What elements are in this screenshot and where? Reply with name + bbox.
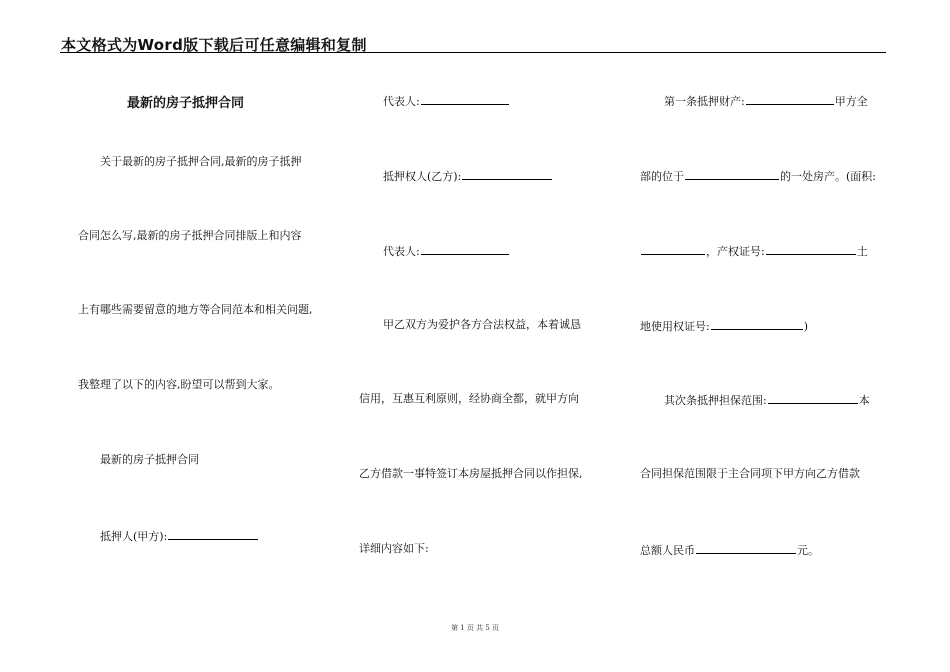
location-blank (685, 168, 779, 180)
mortgagor-blank (168, 528, 258, 540)
col3-line-1: 第一条抵押财产: 甲方全 (664, 95, 868, 108)
col2-line-4: 甲乙双方为爱护各方合法权益，本着诚恳 (383, 318, 581, 331)
col2-line-6: 乙方借款一事特签订本房屋抵押合同以作担保, (359, 467, 583, 480)
property-cert-label: ，产权证号: (706, 245, 765, 258)
col3-line-4: 地使用权证号: ) (640, 320, 809, 333)
col2-line-5: 信用，互惠互利原则，经协商全都，就甲方向 (359, 392, 579, 405)
scope-blank (768, 392, 858, 404)
article-1-label: 第一条抵押财产: (664, 95, 745, 108)
mortgagee-label: 抵押权人(乙方): (383, 170, 462, 183)
col1-line-2: 合同怎么写,最新的房子抵押合同排版上和内容 (78, 229, 302, 242)
col1-line-4: 我整理了以下的内容,盼望可以帮到大家。 (78, 378, 280, 391)
col1-line-5: 最新的房子抵押合同 (100, 453, 199, 466)
mortgagor-label: 抵押人(甲方): (100, 530, 168, 543)
col2-line-3 (383, 243, 510, 259)
property-blank (746, 93, 834, 105)
article-2-label: 其次条抵押担保范围: (664, 394, 767, 407)
col1-line-1: 关于最新的房子抵押合同,最新的房子抵押 (100, 155, 302, 168)
col1-line-3: 上有哪些需要留意的地方等合同范本和相关问题, (78, 303, 313, 316)
property-cert-blank (766, 243, 856, 255)
header-divider (60, 52, 886, 53)
area-blank (641, 243, 705, 255)
col3-line-3: ，产权证号: 土 (640, 243, 868, 259)
col3-line-7: 总额人民币 元。 (640, 544, 819, 557)
col3-line-5: 其次条抵押担保范围: 本 (664, 394, 870, 407)
page-header: 本文格式为Word版下载后可任意编辑和复制 (61, 36, 367, 54)
land-cert-blank (711, 318, 803, 330)
col1-line-6 (100, 528, 259, 544)
col2-line-2 (383, 168, 553, 184)
representative-blank (421, 93, 509, 105)
document-title: 最新的房子抵押合同 (127, 96, 245, 111)
representative-label-2: 代表人: (383, 245, 420, 258)
amount-blank (696, 542, 796, 554)
land-cert-label: 地使用权证号: (640, 320, 710, 333)
representative-label: 代表人: (383, 95, 420, 108)
col3-line-2: 部的位于 的一处房产。(面积: (640, 170, 876, 183)
page-number: 第 1 页 共 5 页 (450, 624, 500, 632)
mortgagee-blank (462, 168, 552, 180)
col2-line-1 (383, 93, 510, 109)
representative-blank-2 (421, 243, 509, 255)
col3-line-6: 合同担保范围限于主合同项下甲方向乙方借款 (640, 467, 860, 480)
col2-line-7: 详细内容如下: (359, 542, 429, 555)
